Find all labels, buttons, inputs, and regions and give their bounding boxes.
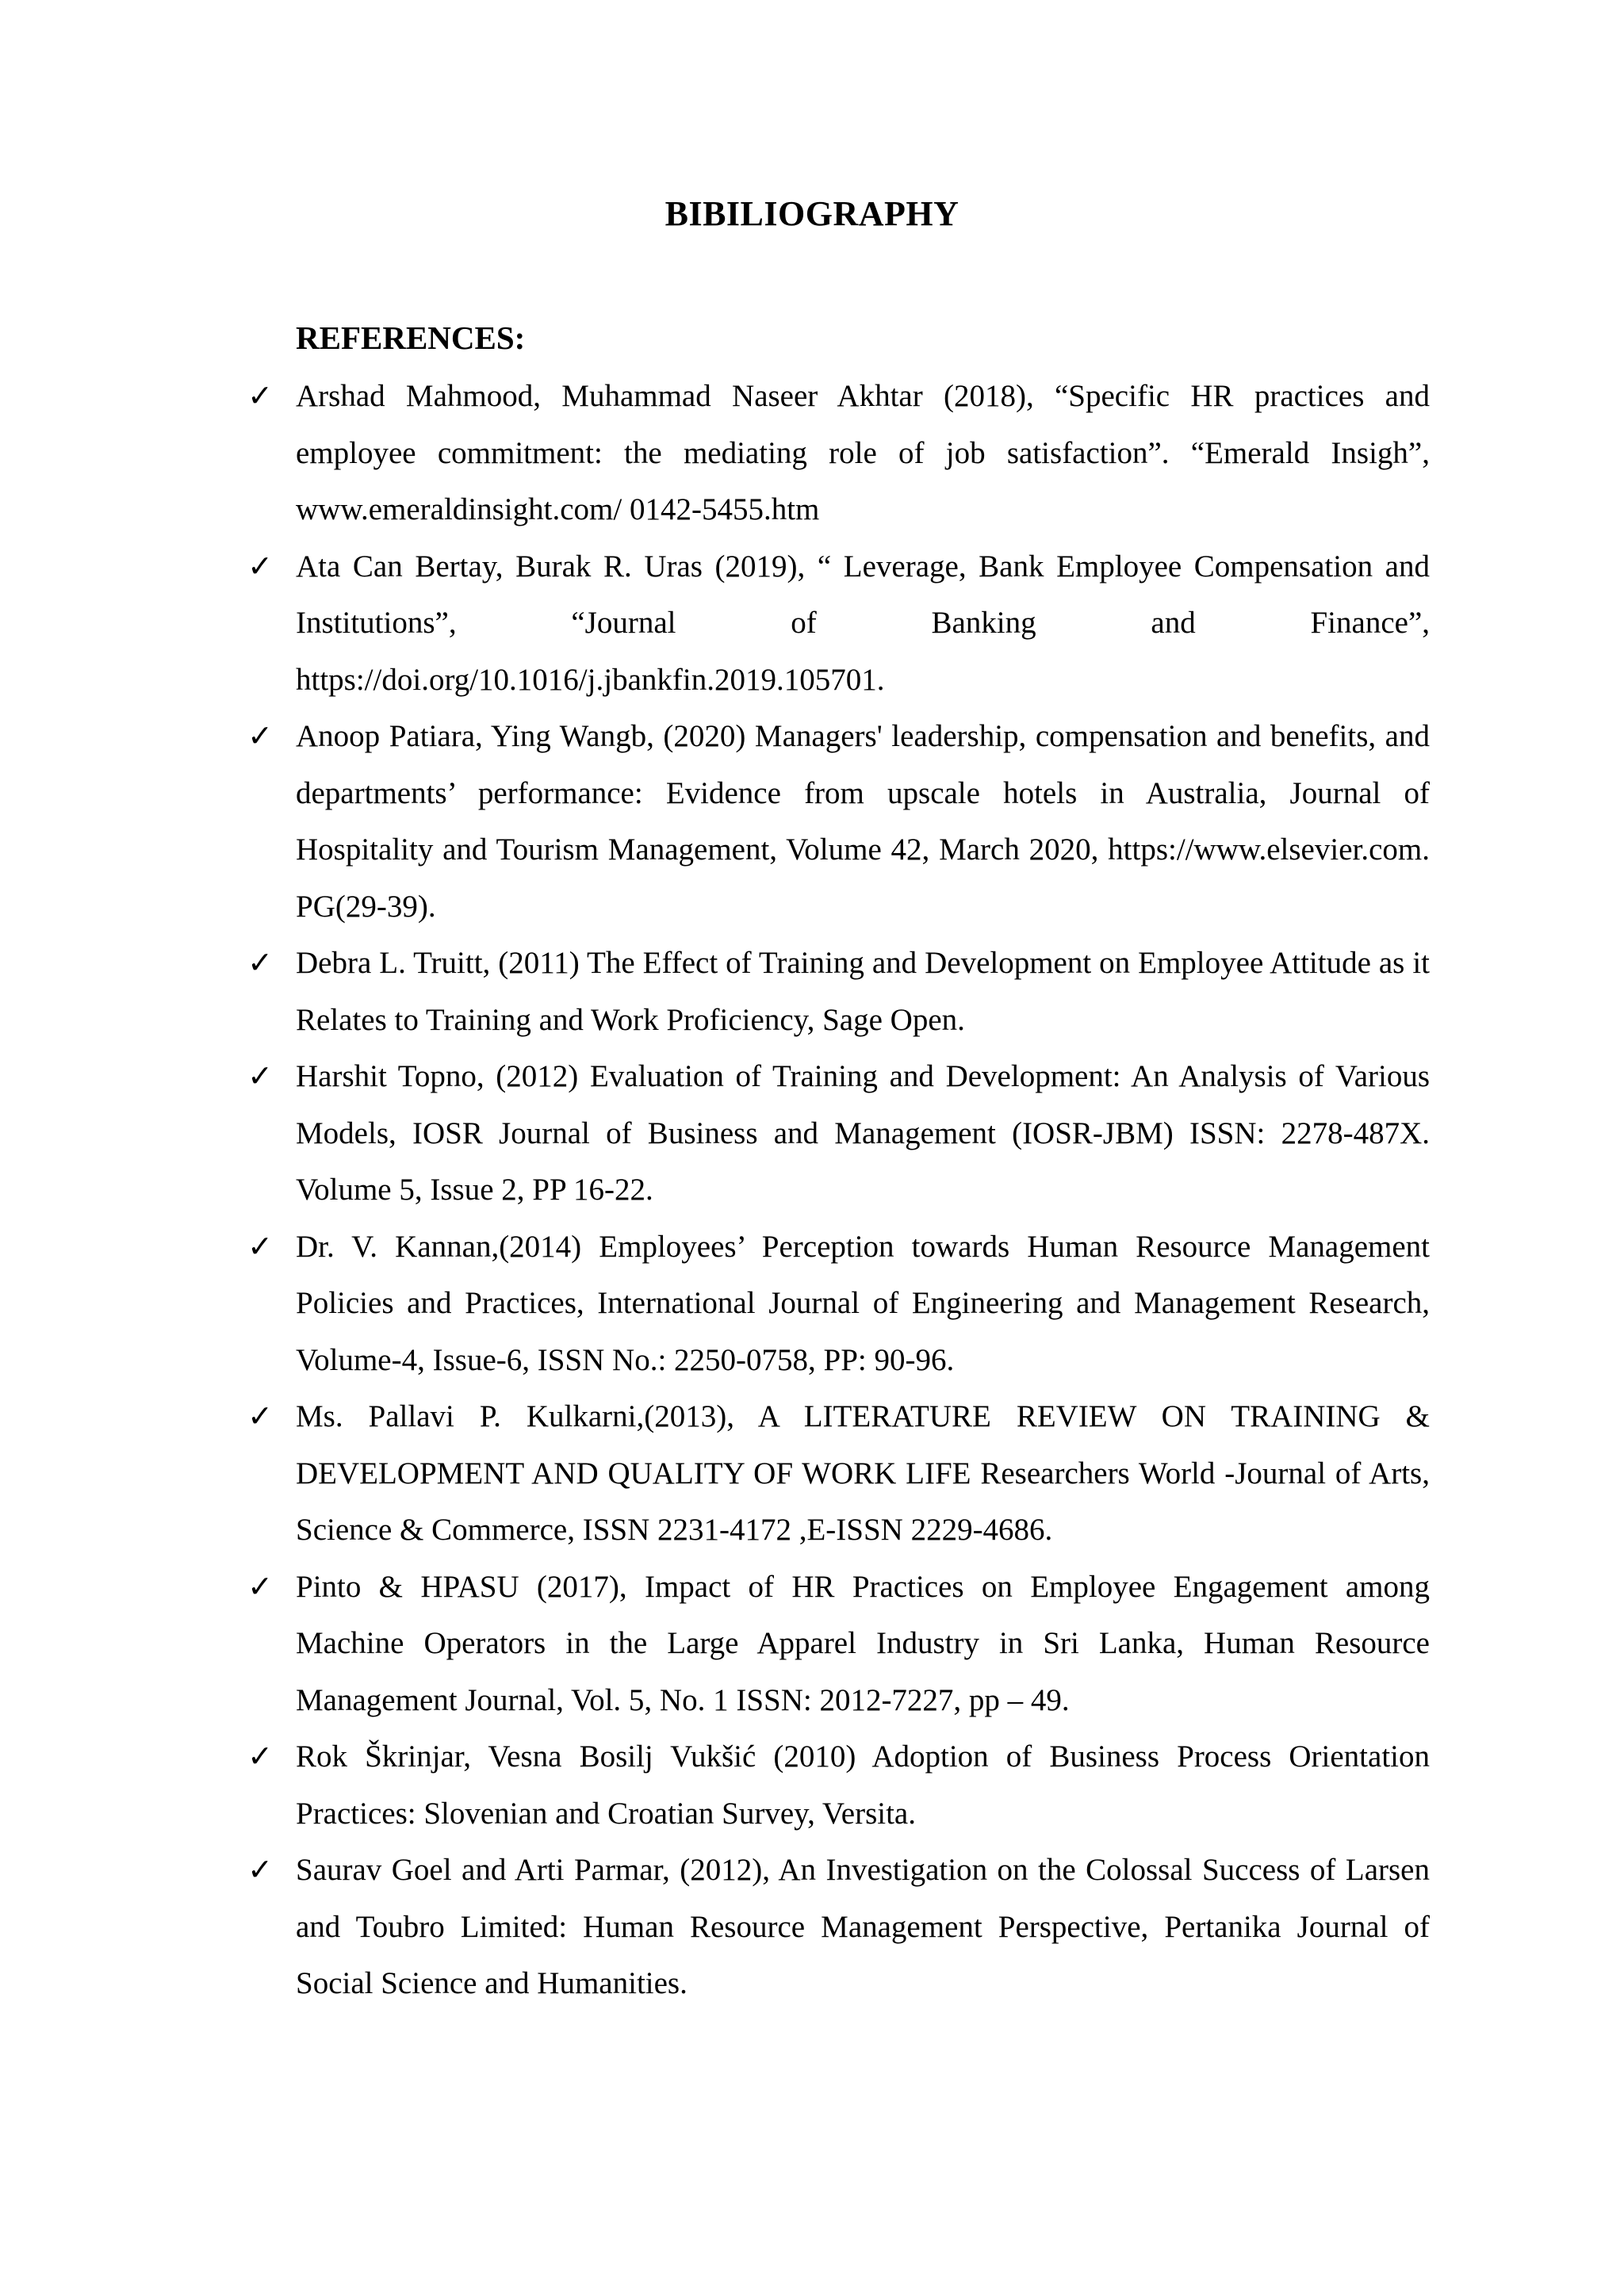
reference-text: Rok Škrinjar, Vesna Bosilj Vukšić (2010) Adoption of Business Process Orientation Practices: Slovenian and Croatian Survey, Versita. [296,1739,1430,1831]
reference-text: Dr. V. Kannan,(2014) Employees’ Perception towards Human Resource Management Policies and Practices, International Journal of Engineering and Management Research, Volume-4, Issue-6, ISSN No.: 2250-0758, PP: 90-96. [296,1229,1430,1377]
reference-text: Ms. Pallavi P. Kulkarni,(2013), A LITERATURE REVIEW ON TRAINING & DEVELOPMENT AND QUALITY OF WORK LIFE Researchers World -Journal of Arts, Science & Commerce, ISSN 2231-4172 ,E-ISSN 2229-4686. [296,1399,1430,1547]
reference-item [247,1559,1430,1729]
check-icon: ✓ [247,1852,273,1887]
reference-text: Saurav Goel and Arti Parmar, (2012), An Investigation on the Colossal Success of Larsen and Toubro Limited: Human Resource Management Perspective, Pertanika Journal of Social Science and Humanities. [296,1853,1430,2000]
check-icon: ✓ [247,1739,273,1774]
check-icon: ✓ [247,945,273,980]
reference-item [247,368,1430,538]
check-icon: ✓ [247,1399,273,1433]
reference-text: Arshad Mahmood, Muhammad Naseer Akhtar (2018), “Specific HR practices and employee commitment: the mediating role of job satisfaction”. “Emerald Insigh”, www.emeraldinsight.com/ 0142-5455.htm [296,379,1430,526]
check-icon: ✓ [247,378,273,413]
check-icon: ✓ [247,1568,273,1604]
check-icon: ✓ [247,1228,273,1264]
reference-item [247,1842,1430,2012]
reference-item [247,1388,1430,1559]
page-title: BIBILIOGRAPHY [665,194,959,233]
reference-item [247,1048,1430,1219]
section-heading: REFERENCES: [296,320,526,356]
reference-list [247,368,1430,2012]
check-icon: ✓ [247,1058,273,1093]
reference-item [247,708,1430,935]
reference-text: Ata Can Bertay, Burak R. Uras (2019), “ Leverage, Bank Employee Compensation and Institutions”, “Journal of Banking and Finance”, https://doi.org/10.1016/j.jbankfin.2019.105701. [296,549,1430,697]
reference-item [247,538,1430,709]
reference-text: Pinto & HPASU (2017), Impact of HR Practices on Employee Engagement among Machine Operators in the Large Apparel Industry in Sri Lanka, Human Resource Management Journal, Vol. 5, No. 1 ISSN: 2012-7227, pp – 49. [296,1569,1430,1717]
reference-item [247,935,1430,1048]
check-icon: ✓ [247,548,273,584]
check-icon: ✓ [247,718,273,753]
reference-item [247,1728,1430,1842]
reference-text: Anoop Patiara, Ying Wangb, (2020) Managers' leadership, compensation and benefits, and departments’ performance: Evidence from upscale hotels in Australia, Journal of Hospitality and Tourism Management, Volume 42, March 2020, https://www.elsevier.com. PG(29-39). [296,719,1430,924]
reference-text: Harshit Topno, (2012) Evaluation of Training and Development: An Analysis of Various Models, IOSR Journal of Business and Management (IOSR-JBM) ISSN: 2278-487X. Volume 5, Issue 2, PP 16-22. [296,1059,1430,1207]
reference-item [247,1219,1430,1389]
reference-text: Debra L. Truitt, (2011) The Effect of Training and Development on Employee Attitude as it Relates to Training and Work Proficiency, Sage Open. [296,946,1430,1037]
